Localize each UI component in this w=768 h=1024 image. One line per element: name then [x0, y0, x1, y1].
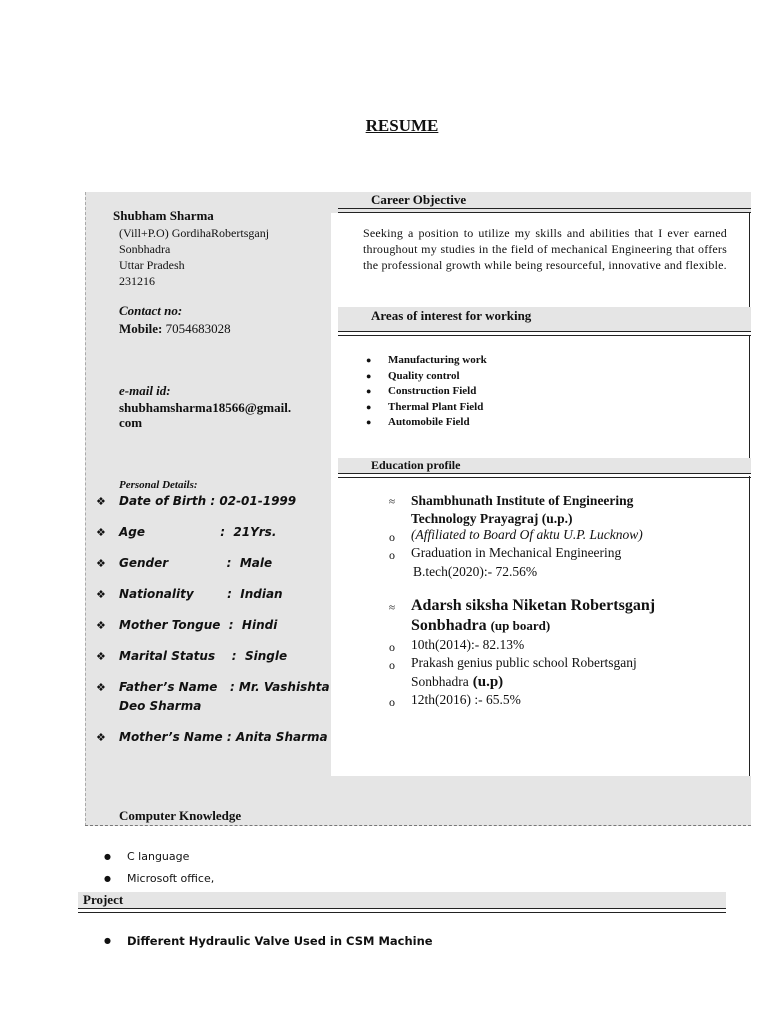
- mobile-row: [119, 321, 231, 337]
- school-name-cont: [411, 673, 503, 691]
- divider: [749, 476, 750, 776]
- resume-title: RESUME: [365, 116, 439, 135]
- twelfth-score: 12th(2016) :- 65.5%: [411, 692, 521, 707]
- address-line: 231216: [119, 274, 155, 288]
- detail-dob: ❖ Date of Birth : 02-01-1999: [96, 494, 297, 508]
- school-state: (u.p): [472, 674, 504, 690]
- education-header: Education profile: [338, 458, 751, 473]
- mobile-label: Mobile:: [119, 321, 163, 336]
- bullet-icon: ●: [104, 852, 111, 861]
- institution-1-name: Shambhunath Institute of Engineering: [411, 493, 634, 508]
- list-item: ● Thermal Plant Field: [388, 400, 487, 416]
- project-header: Project: [78, 892, 726, 908]
- institution-2-city: Sonbhadra: [411, 617, 487, 634]
- email-value-cont: com: [119, 415, 143, 430]
- career-objective-header: Career Objective: [338, 192, 751, 208]
- institution-2-name: Adarsh siksha Niketan Robertsganj: [411, 597, 656, 614]
- detail-father-name: ❖ Father’s Name : Mr. Vashishta: [96, 680, 330, 694]
- interests-list: [366, 353, 487, 431]
- frame-bottom-border: [85, 825, 751, 826]
- frame-left-border: [85, 192, 86, 826]
- institution-2-name-cont: [411, 617, 550, 635]
- divider: [749, 336, 750, 458]
- address-line: Sonbhadra: [119, 242, 171, 256]
- bullet-icon: ●: [104, 874, 111, 883]
- bullet-icon: ●: [366, 417, 372, 427]
- divider: [749, 213, 750, 307]
- detail-gender: ❖ Gender : Male: [96, 556, 273, 570]
- list-item: ● Quality control: [388, 369, 487, 385]
- list-item: ● Microsoft office,: [104, 872, 215, 885]
- detail-father-name-cont: Deo Sharma: [119, 699, 202, 713]
- affiliation: (Affiliated to Board Of aktu U.P. Lucknow): [411, 527, 643, 542]
- bullet-icon: ●: [104, 936, 111, 945]
- interests-header: Areas of interest for working: [338, 307, 751, 331]
- diamond-bullet-icon: ❖: [96, 588, 106, 601]
- mobile-value: 7054683028: [165, 321, 231, 336]
- personal-details-heading: Personal Details:: [119, 479, 198, 491]
- circle-bullet-icon: o: [389, 530, 395, 544]
- list-item: ● Automobile Field: [388, 415, 487, 431]
- institution-1-name-cont: Technology Prayagraj (u.p.): [411, 511, 573, 526]
- institution-2-board: (up board): [490, 618, 551, 633]
- header-rule: [78, 908, 726, 913]
- approx-bullet-icon: ≈: [389, 496, 396, 508]
- diamond-bullet-icon: ❖: [96, 650, 106, 663]
- address-line: Uttar Pradesh: [119, 258, 185, 272]
- header-rule: [338, 208, 751, 213]
- address-line: (Vill+P.O) GordihaRobertsganj: [119, 226, 270, 240]
- computer-knowledge-heading: Computer Knowledge: [119, 808, 242, 823]
- bullet-icon: ●: [366, 401, 372, 412]
- school-name: Prakash genius public school Robertsganj: [411, 655, 637, 670]
- school-city: Sonbhadra: [411, 674, 469, 689]
- header-rule: [338, 331, 751, 336]
- list-item: ● C language: [104, 850, 190, 863]
- email-label: e-mail id:: [119, 383, 171, 398]
- detail-marital-status: ❖ Marital Status : Single: [96, 649, 288, 663]
- diamond-bullet-icon: ❖: [96, 681, 106, 694]
- bullet-icon: ●: [366, 355, 372, 365]
- list-item: ● Construction Field: [388, 384, 487, 400]
- bullet-icon: ●: [366, 370, 372, 381]
- detail-age: ❖ Age : 21Yrs.: [96, 525, 277, 539]
- diamond-bullet-icon: ❖: [96, 495, 106, 508]
- email-value: shubhamsharma18566@gmail.: [119, 400, 292, 415]
- list-item: ● Different Hydraulic Valve Used in CSM Machine: [104, 934, 433, 948]
- detail-nationality: ❖ Nationality : Indian: [96, 587, 283, 601]
- bullet-icon: ●: [366, 386, 372, 396]
- circle-bullet-icon: o: [389, 548, 395, 562]
- detail-mother-tongue: ❖ Mother Tongue : Hindi: [96, 618, 278, 632]
- detail-mother-name: ❖ Mother’s Name : Anita Sharma: [96, 730, 328, 744]
- list-item: ● Manufacturing work: [388, 353, 487, 369]
- diamond-bullet-icon: ❖: [96, 526, 106, 539]
- circle-bullet-icon: o: [389, 695, 395, 709]
- diamond-bullet-icon: ❖: [96, 731, 106, 744]
- header-rule: [338, 473, 751, 478]
- candidate-name: Shubham Sharma: [113, 208, 214, 223]
- diamond-bullet-icon: ❖: [96, 557, 106, 570]
- graduation: Graduation in Mechanical Engineering: [411, 545, 622, 560]
- tenth-score: 10th(2014):- 82.13%: [411, 637, 525, 652]
- diamond-bullet-icon: ❖: [96, 619, 106, 632]
- contact-label: Contact no:: [119, 303, 183, 318]
- approx-bullet-icon: ≈: [389, 602, 396, 614]
- circle-bullet-icon: o: [389, 640, 395, 654]
- circle-bullet-icon: o: [389, 658, 395, 672]
- btech-score: B.tech(2020):- 72.56%: [413, 564, 538, 579]
- career-objective-text: Seeking a position to utilize my skills and abilities that I ever earned throughout my studies in the field of mechanical Engineering that offers the professional growth while being resourceful, innovative and flexible.: [363, 226, 727, 272]
